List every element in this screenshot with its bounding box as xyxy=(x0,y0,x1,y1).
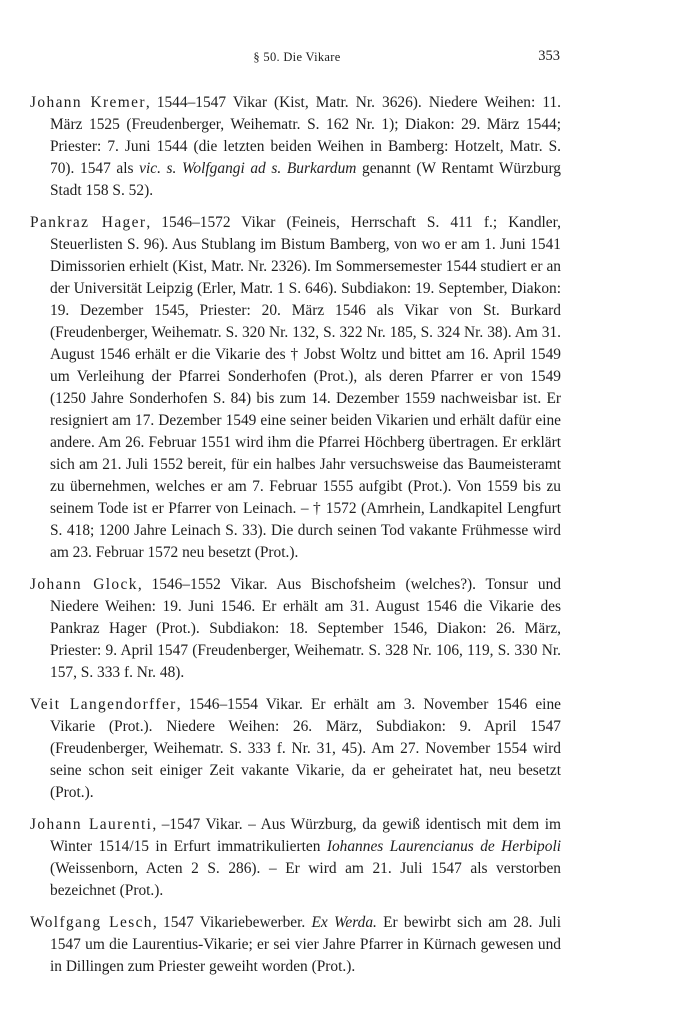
running-head: § 50. Die Vikare xyxy=(253,50,341,64)
entry-text: , 1544–1547 Vikar (Kist, Matr. Nr. 3626). Niedere Weihen: 11. März 1525 (Freudenberger, Weihematr. S. 162 Nr. 1); Diakon: 29. März 1544; Priester: 7. Juni 1544 (die letzten beiden Weihen in Bamberg: Hotzelt, Matr. S. 70). 1547 als xyxy=(50,94,561,177)
entry-name: Johann Glock xyxy=(30,576,138,593)
entry-johann-laurenti xyxy=(30,814,561,902)
entry-italic-text: vic. s. Wolfgangi ad s. Burkardum xyxy=(139,160,357,177)
entry-text: , 1547 Vikariebewerber. xyxy=(152,914,312,931)
entry-italic-text: Iohannes Laurencianus de Herbipoli xyxy=(326,838,561,855)
entry-text: , 1546–1552 Vikar. Aus Bischofsheim (welches?). Tonsur und Niedere Weihen: 19. Juni 1546. Er erhält am 31. August 1546 die Vikarie des Pankraz Hager (Prot.). Subdiakon: 18. September 1546, Diakon: 26. März, Priester: 9. April 1547 (Freudenberger, Weihematr. S. 328 Nr. 106, 119, S. 330 Nr. 157, S. 333 f. Nr. 48). xyxy=(50,576,561,681)
entry-pankraz-hager xyxy=(30,212,561,564)
page-number: 353 xyxy=(538,48,560,64)
page-body xyxy=(30,92,561,988)
entry-text: , 1546–1554 Vikar. Er erhält am 3. November 1546 eine Vikarie (Prot.). Niedere Weihen: 26. März, Subdiakon: 9. April 1547 (Freudenberger, Weihematr. S. 333 f. Nr. 31, 45). Am 27. November 1554 wird seine schon seit einiger Zeit vakante Vikarie, da er geheiratet hat, neu besetzt (Prot.). xyxy=(50,696,561,801)
entry-name: Pankraz Hager xyxy=(30,214,147,231)
entry-name: Wolfgang Lesch xyxy=(30,914,153,931)
entry-text-tail: genannt (W Rentamt Würzburg Stadt 158 S. 52). xyxy=(50,160,561,199)
entry-italic-text: Ex Werda. xyxy=(311,914,377,931)
entry-name: Johann Kremer xyxy=(30,94,146,111)
entry-text: , 1546–1572 Vikar (Feineis, Herrschaft S. 411 f.; Kandler, Steuerlisten S. 96). Aus Stublang im Bistum Bamberg, von wo er am 1. Juni 1541 Dimissorien erhielt (Kist, Matr. Nr. 2326). Im Sommersemester 1544 studiert er an der Universität Leipzig (Erler, Matr. 1 S. 646). Subdiakon: 19. September, Diakon: 19. Dezember 1545, Priester: 20. März 1546 als Vikar von St. Burkard (Freudenberger, Weihematr. S. 320 Nr. 132, S. 322 Nr. 185, S. 324 Nr. 38). Am 31. August 1546 erhält er die Vikarie des † Jobst Woltz und bittet am 16. April 1549 um Verleihung der Pfarrei Sonderhofen (Prot.), als deren Pfarrer er von 1549 (1250 Jahre Sonderhofen S. 84) bis zum 14. Dezember 1559 nachweisbar ist. Er resigniert am 17. Dezember 1549 eine seiner beiden Vikarien und erhält dafür eine andere. Am 26. Februar 1551 wird ihm die Pfarrei Höchberg übertragen. Er erklärt sich am 21. Juli 1552 bereit, für ein halbes Jahr versuchsweise das Baumeisteramt zu übernehmen, welches er am 7. Februar 1555 aufgibt (Prot.). Von 1559 bis zu seinem Tode ist er Pfarrer von Leinach. – † 1572 (Amrhein, Landkapitel Lengfurt S. 418; 1200 Jahre Leinach S. 33). Die durch seinen Tod vakante Frühmesse wird am 23. Februar 1572 neu besetzt (Prot.). xyxy=(50,214,561,561)
entry-wolfgang-lesch xyxy=(30,912,561,978)
entry-veit-langendorffer xyxy=(30,694,561,804)
entry-name: Veit Langendorffer xyxy=(30,696,177,713)
entry-johann-glock xyxy=(30,574,561,684)
entry-text-tail: Er bewirbt sich am 28. Juli 1547 um die Laurentius-Vikarie; er sei vier Jahre Pfarrer in Kürnach gewesen und in Dillingen zum Priester geweiht worden (Prot.). xyxy=(50,914,561,975)
entry-johann-kremer xyxy=(30,92,561,202)
entry-name: Johann Laurenti xyxy=(30,816,153,833)
entry-text: , –1547 Vikar. – Aus Würzburg, da gewiß identisch mit dem im Winter 1514/15 in Erfurt immatrikulierten xyxy=(50,816,561,855)
entry-text-tail: (Weissenborn, Acten 2 S. 286). – Er wird am 21. Juli 1547 als verstorben bezeichnet (Prot.). xyxy=(50,860,561,899)
